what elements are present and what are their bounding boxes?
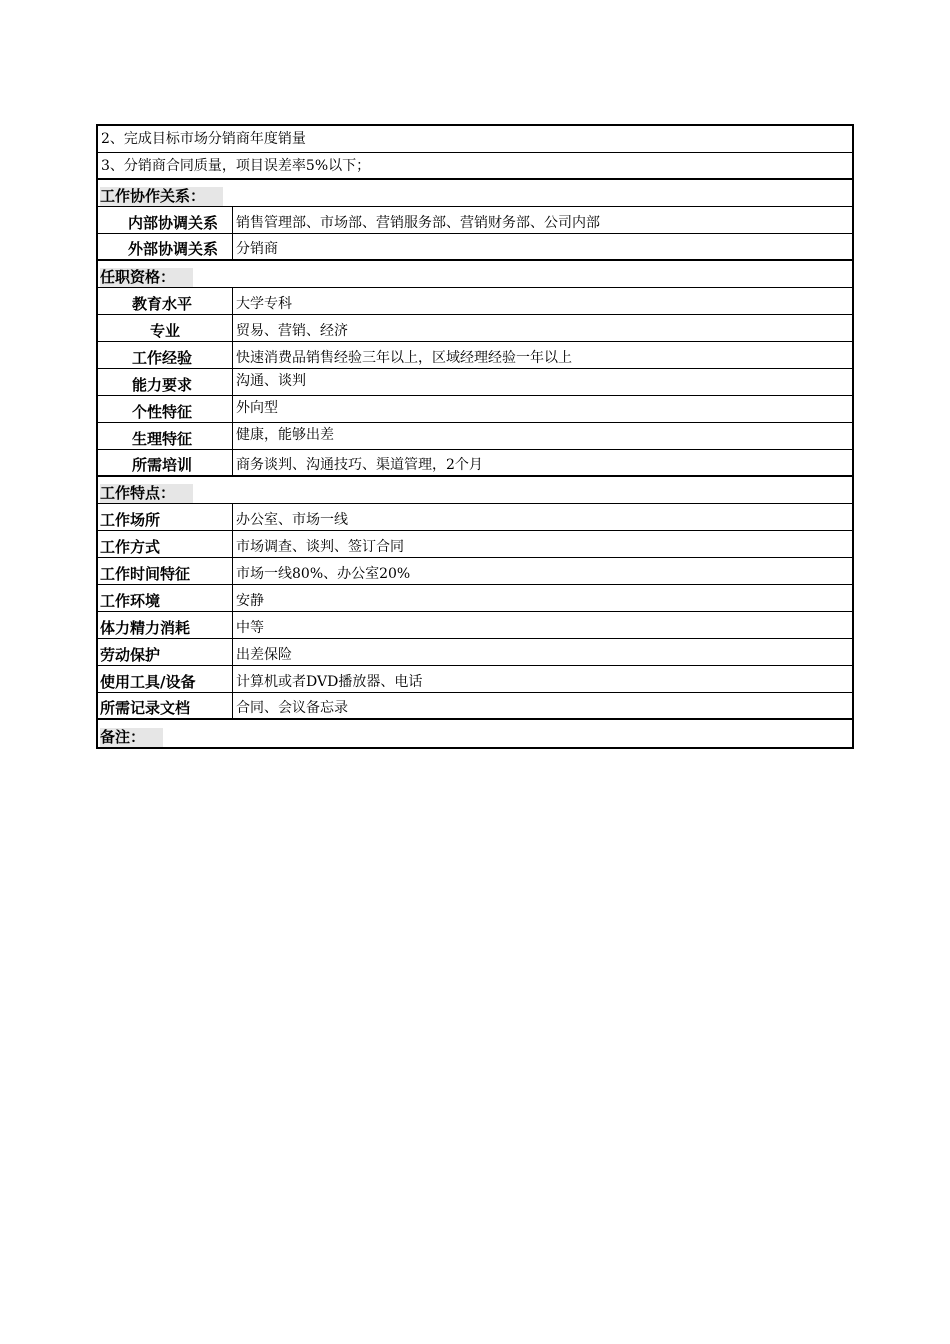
table-row (98, 234, 852, 261)
row-value: 安静 (236, 593, 264, 609)
row-label: 专业 (98, 315, 233, 341)
row-label: 能力要求 (98, 369, 233, 395)
row-label: 劳动保护 (98, 639, 233, 665)
section-title: 备注： (100, 728, 163, 747)
table-row (98, 396, 852, 423)
table-row (98, 504, 852, 531)
row-label: 生理特征 (98, 423, 233, 449)
row-label: 所需记录文档 (98, 693, 233, 718)
row-value: 外向型 (236, 400, 278, 416)
table-row (98, 612, 852, 639)
duty-row (98, 153, 852, 180)
row-value: 贸易、营销、经济 (236, 323, 348, 339)
section-header-work-features (98, 477, 852, 504)
job-description-table (96, 124, 854, 749)
row-label: 工作时间特征 (98, 558, 233, 584)
table-row (98, 315, 852, 342)
row-label: 教育水平 (98, 288, 233, 314)
duty-text: 3、分销商合同质量，项目误差率5%以下； (101, 158, 371, 174)
table-row (98, 450, 852, 477)
row-value: 健康，能够出差 (236, 427, 334, 443)
table-row (98, 639, 852, 666)
section-header-coordination (98, 180, 852, 207)
row-value: 出差保险 (236, 647, 292, 663)
row-label: 使用工具/设备 (98, 666, 233, 692)
table-row (98, 342, 852, 369)
row-value: 沟通、谈判 (236, 373, 306, 389)
row-label: 工作场所 (98, 504, 233, 530)
table-row (98, 666, 852, 693)
table-row (98, 585, 852, 612)
section-title: 工作协作关系： (100, 187, 223, 206)
section-title: 任职资格： (100, 268, 193, 287)
table-row (98, 423, 852, 450)
row-label: 工作经验 (98, 342, 233, 368)
row-value: 销售管理部、市场部、营销服务部、营销财务部、公司内部 (236, 215, 600, 231)
table-row (98, 288, 852, 315)
row-label: 体力精力消耗 (98, 612, 233, 638)
table-row (98, 369, 852, 396)
row-value: 分销商 (236, 241, 278, 257)
section-title: 工作特点： (100, 484, 193, 503)
row-label: 外部协调关系 (98, 234, 233, 259)
row-value: 商务谈判、沟通技巧、渠道管理，2个月 (236, 457, 483, 473)
row-value: 办公室、市场一线 (236, 512, 348, 528)
duty-row (98, 126, 852, 153)
duty-text: 2、完成目标市场分销商年度销量 (101, 131, 306, 147)
row-value: 大学专科 (236, 296, 292, 312)
row-value: 市场调查、谈判、签订合同 (236, 539, 404, 555)
row-label: 所需培训 (98, 450, 233, 475)
table-row (98, 558, 852, 585)
row-value: 计算机或者DVD播放器、电话 (236, 674, 423, 690)
row-label: 工作环境 (98, 585, 233, 611)
section-header-qualifications (98, 261, 852, 288)
table-row (98, 693, 852, 720)
row-value: 快速消费品销售经验三年以上，区域经理经验一年以上 (236, 350, 572, 366)
section-header-remarks (98, 720, 852, 747)
row-label: 工作方式 (98, 531, 233, 557)
row-value: 市场一线80%、办公室20% (236, 566, 411, 582)
table-row (98, 531, 852, 558)
table-row (98, 207, 852, 234)
row-value: 合同、会议备忘录 (236, 700, 348, 716)
row-value: 中等 (236, 620, 264, 636)
row-label: 个性特征 (98, 396, 233, 422)
row-label: 内部协调关系 (98, 207, 233, 233)
